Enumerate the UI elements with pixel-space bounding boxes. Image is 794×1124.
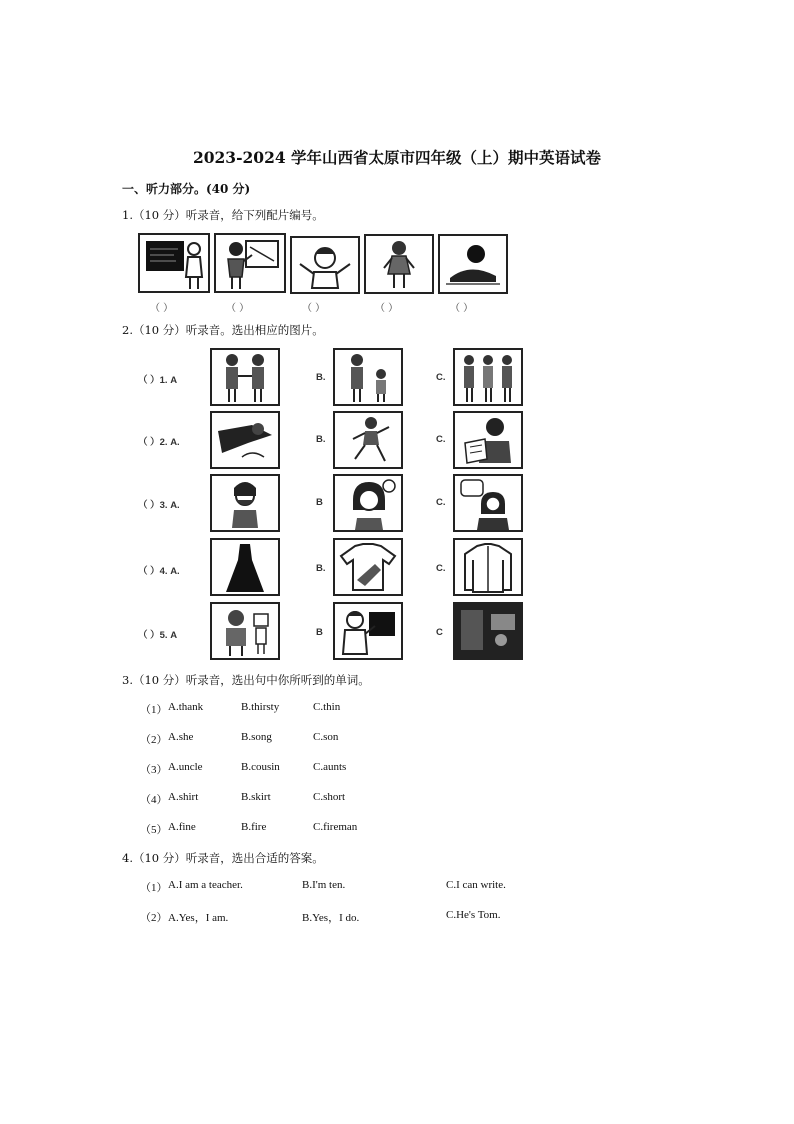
q3-item-1-option-a[interactable]: A.thank	[168, 701, 204, 713]
q1-image-4	[364, 234, 434, 294]
q2-row-1-label: （ ）1. A	[138, 375, 178, 386]
q2-row-5-image-b	[333, 602, 403, 660]
q3-item-5-option-b[interactable]: B.fire	[241, 821, 267, 833]
q1-image-1	[138, 233, 210, 293]
q3-item-4-option-c[interactable]: C.short	[313, 791, 346, 803]
q2-row-3-label: （ ）3. A.	[138, 500, 180, 511]
q2-row-2-b: B.	[316, 434, 326, 445]
q2-row-1-image-c	[453, 348, 523, 406]
q1-image-5	[438, 234, 508, 294]
q3-item-4-num: （4）	[140, 794, 168, 806]
q4-item-1-option-a[interactable]: A.I am a teacher.	[168, 879, 243, 891]
question-2-text: 2.（10 分）听录音。选出相应的图片。	[122, 323, 324, 337]
q3-item-4-option-a[interactable]: A.shirt	[168, 791, 199, 803]
q3-item-5-option-c[interactable]: C.fireman	[313, 821, 358, 833]
q1-blank-4[interactable]: （ ）	[375, 303, 399, 314]
q2-row-2-image-b	[333, 411, 403, 469]
q3-item-1-option-c[interactable]: C.thin	[313, 701, 341, 713]
q3-item-3-num: （3）	[140, 764, 168, 776]
q1-blank-1[interactable]: （ ）	[150, 303, 174, 314]
q1-image-3	[290, 236, 360, 294]
q2-row-2-image-c	[453, 411, 523, 469]
q3-item-1-option-b[interactable]: B.thirsty	[241, 701, 280, 713]
q3-item-1-num: （1）	[140, 704, 168, 716]
q2-row-2-label: （ ）2. A.	[138, 437, 180, 448]
q2-row-2-c: C.	[436, 434, 446, 445]
q2-row-3-b: B	[316, 497, 323, 508]
q2-row-4-c: C.	[436, 563, 446, 574]
q2-row-3-image-a	[210, 474, 280, 532]
q2-row-5-c: C	[436, 627, 443, 638]
q2-row-2-image-a	[210, 411, 280, 469]
q3-item-2-option-c[interactable]: C.son	[313, 731, 339, 743]
q1-blank-5[interactable]: （ ）	[450, 303, 474, 314]
q2-row-1-b: B.	[316, 372, 326, 383]
question-4-text: 4.（10 分）听录音，选出合适的答案。	[122, 851, 324, 865]
q4-item-2-option-c[interactable]: C.He's Tom.	[446, 909, 501, 921]
q2-row-5-label: （ ）5. A	[138, 630, 178, 641]
q1-blank-2[interactable]: （ ）	[226, 303, 250, 314]
q1-image-2	[214, 233, 286, 293]
q2-row-5-b: B	[316, 627, 323, 638]
q2-row-1-image-b	[333, 348, 403, 406]
q3-item-5-num: （5）	[140, 824, 168, 836]
q2-row-5-image-c	[453, 602, 523, 660]
q4-item-1-num: （1）	[140, 882, 168, 894]
q2-row-5-image-a	[210, 602, 280, 660]
q3-item-3-option-a[interactable]: A.uncle	[168, 761, 203, 773]
page-title: 2023-2024 学年山西省太原市四年级（上）期中英语试卷	[192, 148, 602, 167]
q3-item-4-option-b[interactable]: B.skirt	[241, 791, 271, 803]
q3-item-3-option-c[interactable]: C.aunts	[313, 761, 347, 773]
q3-item-5-option-a[interactable]: A.fine	[168, 821, 196, 833]
q2-row-4-image-a	[210, 538, 280, 596]
q2-row-4-b: B.	[316, 563, 326, 574]
q2-row-3-image-b	[333, 474, 403, 532]
q3-item-2-option-a[interactable]: A.she	[168, 731, 194, 743]
q3-item-2-num: （2）	[140, 734, 168, 746]
q2-row-4-image-b	[333, 538, 403, 596]
q3-item-3-option-b[interactable]: B.cousin	[241, 761, 280, 773]
q4-item-1-option-b[interactable]: B.I'm ten.	[302, 879, 346, 891]
q4-item-2-num: （2）	[140, 912, 168, 924]
q2-row-1-c: C.	[436, 372, 446, 383]
q2-row-3-image-c	[453, 474, 523, 532]
section-heading-listening: 一、听力部分。(40 分)	[122, 182, 251, 196]
q4-item-2-option-a[interactable]: A.Yes，I am.	[168, 912, 229, 924]
question-1-text: 1.（10 分）听录音，给下列配片编号。	[122, 208, 324, 222]
q2-row-1-image-a	[210, 348, 280, 406]
q2-row-4-image-c	[453, 538, 523, 596]
question-3-text: 3.（10 分）听录音，选出句中你所听到的单词。	[122, 673, 370, 687]
q2-row-3-c: C.	[436, 497, 446, 508]
q3-item-2-option-b[interactable]: B.song	[241, 731, 272, 743]
q4-item-1-option-c[interactable]: C.I can write.	[446, 879, 506, 891]
q2-row-4-label: （ ）4. A.	[138, 566, 180, 577]
q4-item-2-option-b[interactable]: B.Yes，I do.	[302, 912, 360, 924]
q1-blank-3[interactable]: （ ）	[302, 303, 326, 314]
